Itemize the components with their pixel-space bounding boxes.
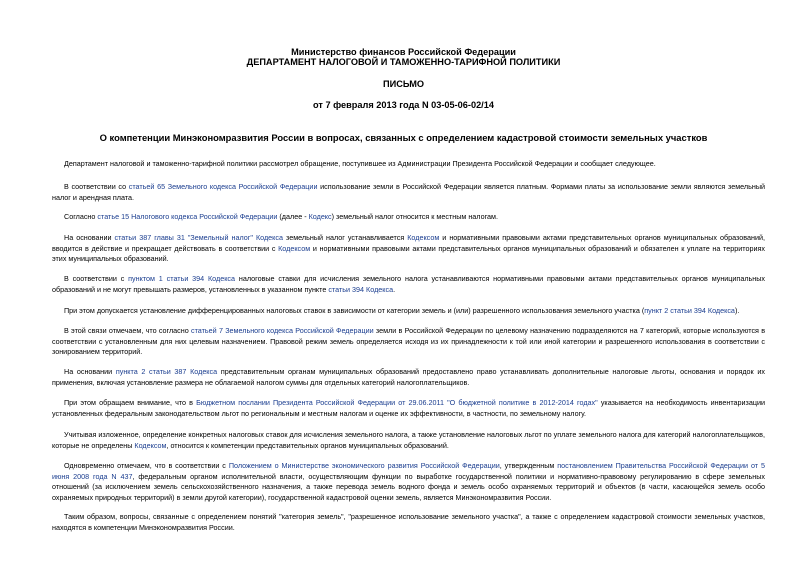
paragraph-text: На основании [64, 367, 116, 376]
paragraph-6 [52, 306, 765, 317]
document-link[interactable]: Кодекс [308, 212, 332, 221]
paragraph-text: (далее - [277, 212, 309, 221]
document-link[interactable]: пунктом 1 статьи 394 Кодекса [128, 274, 236, 283]
paragraph-text: ) земельный налог относится к местным налогам. [331, 212, 498, 221]
paragraph-text: и нормативными правовыми актами представительных органов муниципальных образований, вводится в действие и прекращает действовать в соответствии с [52, 233, 765, 253]
paragraph-text: и нормативными правовыми актами представительных органов муниципальных образований и обязателен к уплате на территориях этих муниципальных образований. [52, 243, 765, 264]
paragraph-1 [52, 159, 765, 170]
paragraph-text: представительным органам муниципальных образований предоставлено право устанавливать дополнительные налоговые льготы, основания и порядок их применения, включая установление размера не облагаемой налогом суммы для отдельных категорий налогоплательщиков. [52, 367, 765, 387]
paragraph-text: В соответствии со [64, 182, 129, 191]
paragraph-text: Одновременно отмечаем, что в соответствии с [64, 461, 229, 470]
paragraph-text: , утвержденным [499, 461, 558, 470]
document-link[interactable]: статьей 65 Земельного кодекса Российской Федерации [128, 182, 318, 191]
paragraph-text: , федеральным органом исполнительной власти, осуществляющим функции по выработке государственной политики и нормативно-правовому регулированию в сфере земельных отношений (за исключением земель сельскохозяйственного назначения, а также перевода земель водного фонда и земель особо охраняемых территорий и объектов (в части, касающейся земель особо охраняемых природных территорий) в земли другой категории), государственной кадастровой оценки земель, является Минэкономразвития России. [52, 471, 766, 503]
document-link[interactable]: постановлением Правительства Российской Федерации от 5 июня 2008 года N 437 [52, 461, 765, 481]
paragraph-10 [52, 430, 765, 451]
paragraph-5 [52, 274, 765, 295]
document-link[interactable]: Кодексом [134, 440, 167, 450]
document-link[interactable]: Кодексом [407, 233, 440, 242]
document-link[interactable]: статьей 7 Земельного кодекса Российской Федерации [191, 326, 374, 335]
document-link[interactable]: статье 15 Налогового кодекса Российской Федерации [97, 212, 278, 221]
paragraph-text: Согласно [64, 212, 98, 221]
paragraph-text: земельный налог устанавливается [283, 233, 408, 242]
paragraph-text: , относится к компетенции представительных органов муниципальных образований. [166, 440, 449, 450]
paragraph-4 [52, 233, 765, 265]
paragraph-text: Таким образом, вопросы, связанные с определением понятий "категория земель", "разрешенное использование земельного участка", а также с определением кадастровой стоимости земельных участков, находятся в компетенции Минэкономразвития России. [52, 512, 765, 532]
document-subject: О компетенции Минэкономразвития России в вопросах, связанных с определением кадастровой стоимости земельных участков [99, 132, 708, 143]
paragraph-text: Учитывая изложенное, определение конкретных налоговых ставок для исчисления земельного налога, а также установление налоговых льгот по уплате земельного налога для категорий налогоплательщиков, которые не определены [52, 430, 765, 450]
paragraph-9 [52, 398, 765, 419]
paragraph-text: указывается на необходимость инвентаризации установленных федеральным законодательством льгот по региональным и местным налогам и оценке их эффективности, в частности, по земельному налогу. [52, 398, 765, 418]
document-link[interactable]: пункт 2 статьи 394 Кодекса [644, 306, 735, 315]
document-date-number: от 7 февраля 2013 года N 03-05-06-02/14 [313, 100, 494, 110]
ministry-title: Министерство финансов Российской Федерации [291, 47, 516, 57]
paragraph-12 [52, 512, 765, 533]
paragraph-8 [52, 367, 765, 388]
paragraph-7 [52, 326, 765, 358]
paragraph-text: Департамент налоговой и таможенно-тарифной политики рассмотрел обращение, поступившее из Администрации Президента Российской Федерации и сообщает следующее. [64, 159, 656, 168]
paragraph-text: При этом обращаем внимание, что в [64, 398, 197, 407]
document-link[interactable]: пункта 2 статьи 387 Кодекса [115, 367, 218, 376]
paragraph-text: ). [734, 306, 740, 315]
paragraph-2 [52, 182, 765, 203]
paragraph-text: В этой связи отмечаем, что согласно [64, 326, 191, 335]
paragraph-text: налоговые ставки для исчисления земельного налога устанавливаются нормативными правовыми актами представительных органов муниципальных образований и не могут превышать размеров, установленных в указанном пункте [52, 274, 765, 294]
document-type: ПИСЬМО [382, 79, 425, 89]
paragraph-text: . [393, 284, 396, 294]
document-link[interactable]: Бюджетном послании Президента Российской Федерации от 29.06.2011 "О бюджетной политике в 2012-2014 годах" [196, 398, 598, 407]
paragraph-text: На основании [64, 233, 115, 242]
paragraph-text: использование земли в Российской Федерации является платным. Формами платы за использование земли являются земельный налог и арендная плата. [52, 182, 765, 202]
paragraph-text: земли в Российской Федерации по целевому назначению подразделяются на 7 категорий, которые используются в соответствии с установленным для них целевым назначением. Правовой режим земель определяется исходя из их принадлежности к той или иной категории и разрешенного использования в соответствии с зонированием территорий. [52, 326, 766, 357]
paragraph-text: При этом допускается установление дифференцированных налоговых ставок в зависимости от категории земель и (или) разрешенного использования земельного участка ( [64, 306, 645, 315]
document-link[interactable]: Положением о Министерстве экономического развития Российской Федерации [228, 461, 500, 470]
document-link[interactable]: статьи 394 Кодекса [328, 284, 394, 294]
paragraph-3 [52, 212, 765, 223]
document-link[interactable]: статьи 387 главы 31 "Земельный налог" Кодекса [114, 233, 283, 242]
paragraph-11 [52, 461, 765, 504]
paragraph-text: В соответствии с [64, 274, 129, 283]
department-title: ДЕПАРТАМЕНТ НАЛОГОВОЙ И ТАМОЖЕННО-ТАРИФНОЙ ПОЛИТИКИ [246, 57, 561, 67]
document-link[interactable]: Кодексом [278, 243, 311, 253]
